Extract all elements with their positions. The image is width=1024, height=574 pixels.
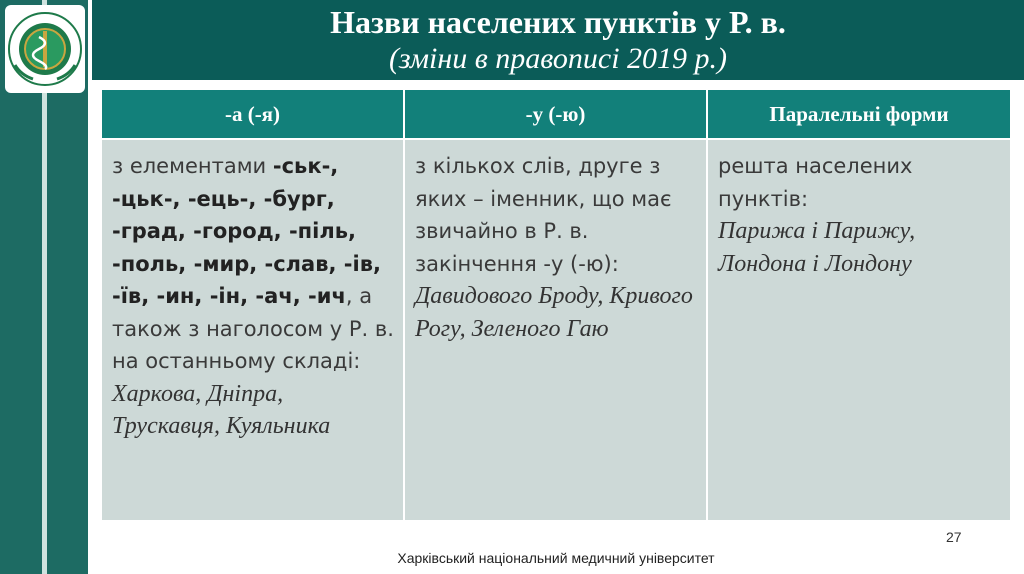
cell-u-yu-text: з кількох слів, друге з яких – іменник, що має звичайно в Р. в. закінчення -у (-ю): bbox=[415, 154, 672, 276]
cell-u-yu-examples: Давидового Броду, Кривого Рогу, Зеленого Гаю bbox=[415, 283, 693, 342]
cell-parallel-forms bbox=[707, 139, 1011, 521]
cell-u-yu bbox=[404, 139, 707, 521]
table-header-row bbox=[101, 89, 1011, 139]
table-row bbox=[101, 139, 1011, 521]
footer-university-name: Харківський національний медичний університет bbox=[397, 550, 715, 566]
cell-a-ya-endings: -ськ-, -цьк-, -ець-, -бург, -град, -город, -піль, -поль, -мир, -слав, -ів, -їв, -ин, -ін, -ач, -ич bbox=[112, 154, 381, 308]
endings-table bbox=[100, 88, 1012, 522]
cell-parallel-text: решта населених пунктів: bbox=[718, 154, 913, 211]
header-u-yu: -у (-ю) bbox=[404, 89, 707, 139]
cell-a-ya-intro: з елементами bbox=[112, 154, 267, 178]
cell-parallel-example-2: Лондона і Лондону bbox=[718, 250, 912, 277]
university-emblem-icon bbox=[5, 5, 85, 93]
cell-a-ya-continuation: , а також з наголосом у Р. в. на останньому складі: bbox=[112, 284, 394, 373]
cell-parallel-example-1: Парижа і Парижу, bbox=[718, 218, 916, 244]
slide-title: Назви населених пунктів у Р. в. bbox=[330, 4, 786, 40]
header-parallel-forms: Паралельні форми bbox=[707, 89, 1011, 139]
slide-subtitle: (зміни в правописі 2019 р.) bbox=[388, 42, 728, 75]
right-decor-stripe bbox=[1012, 80, 1024, 574]
cell-a-ya bbox=[101, 139, 404, 521]
header-a-ya: -а (-я) bbox=[101, 89, 404, 139]
title-bar bbox=[92, 0, 1024, 80]
cell-a-ya-examples: Харкова, Дніпра, Трускавця, Куяльника bbox=[112, 380, 331, 439]
page-number: 27 bbox=[946, 529, 962, 545]
